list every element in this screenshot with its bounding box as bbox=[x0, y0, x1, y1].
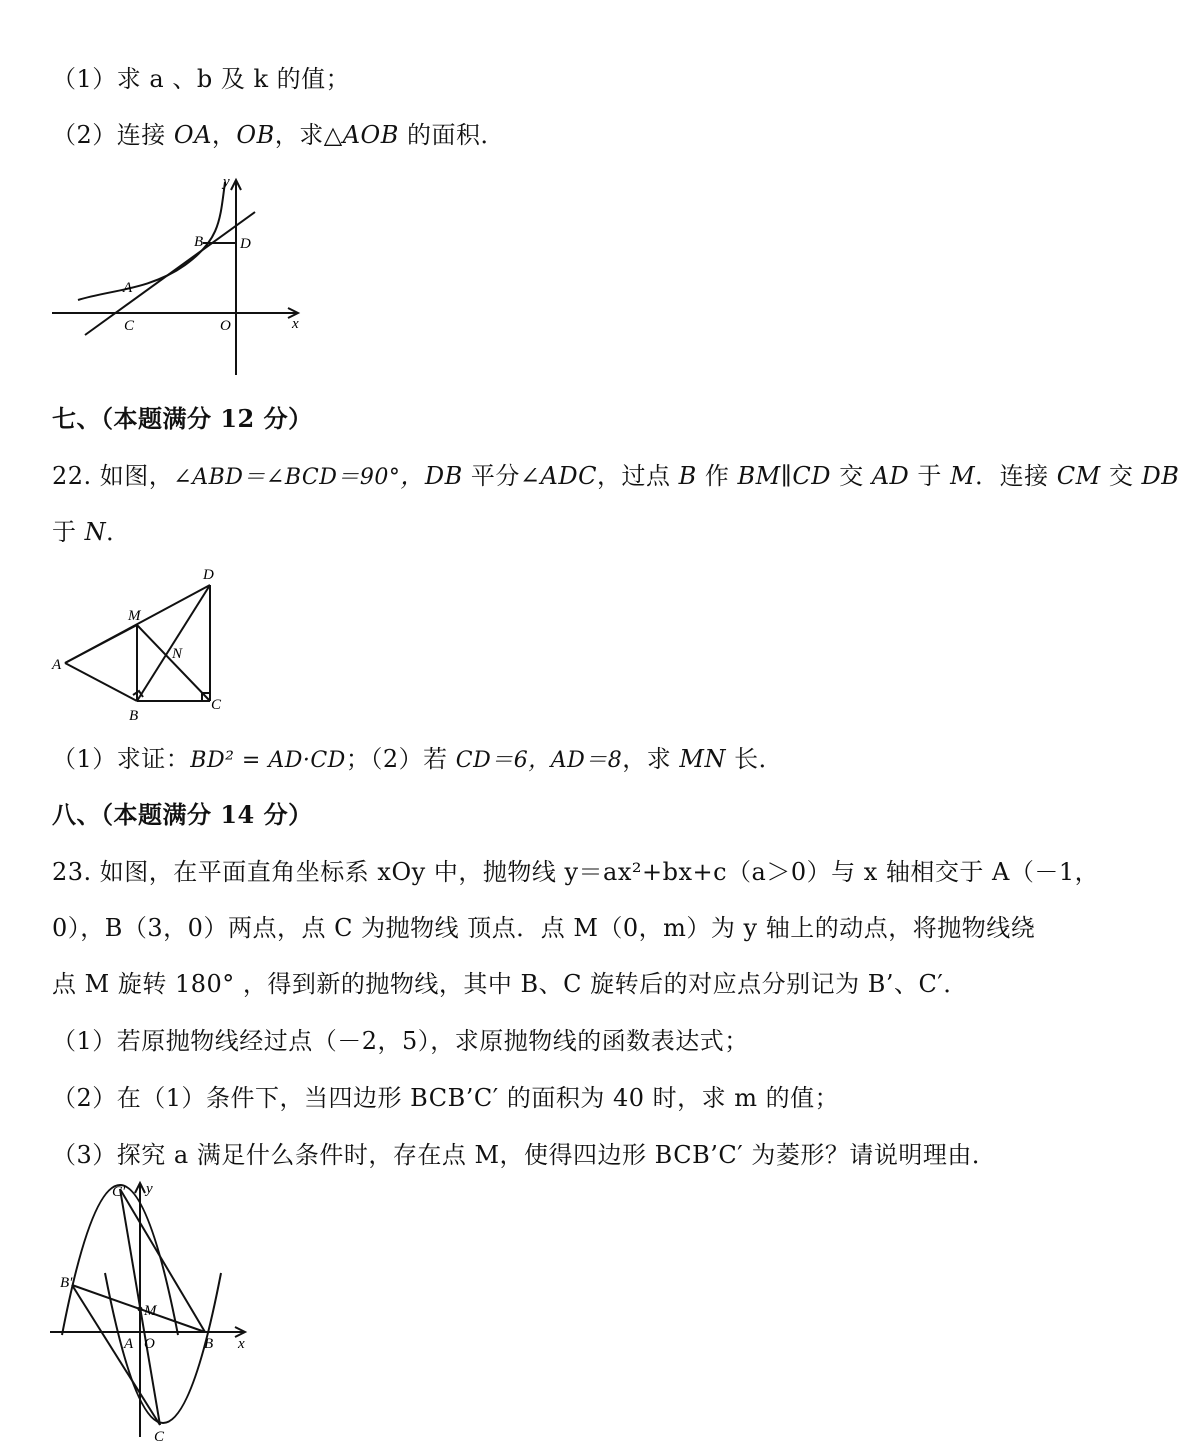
q22-m: M bbox=[950, 462, 976, 490]
q22-figure bbox=[45, 563, 245, 728]
q22-at: 于 bbox=[909, 462, 951, 490]
q23-label-c: C bbox=[154, 1429, 165, 1445]
q22-question-mid: ；（2）若 bbox=[345, 745, 456, 773]
q21-part2-prefix: （2）连接 bbox=[52, 121, 174, 149]
q21-label-o: O bbox=[220, 318, 231, 334]
q23-label-x: x bbox=[238, 1336, 245, 1352]
q22-cm: CM bbox=[1056, 462, 1101, 490]
q21-sep: ， bbox=[211, 121, 237, 149]
q21-label-a: A bbox=[123, 280, 133, 296]
q22-bm: BM bbox=[737, 462, 781, 490]
q21-label-y: y bbox=[223, 174, 230, 190]
q22-cd-ad: CD＝6，AD＝8 bbox=[455, 748, 623, 773]
section7-heading: 七、（本题满分 12 分） bbox=[52, 404, 313, 433]
q23-label-cprime: C′ bbox=[112, 1184, 126, 1200]
q22-b: B bbox=[678, 462, 697, 490]
q23-figure bbox=[40, 1175, 260, 1445]
q23-part3: （3）探究 a 满足什么条件时，存在点 M，使得四边形 BCB’C′ 为菱形？请说明理由． bbox=[52, 1141, 997, 1169]
q21-label-x: x bbox=[292, 316, 299, 332]
q23-line3: 点 M 旋转 180° ，得到新的抛物线，其中 B、C 旋转后的对应点分别记为 B’、C′． bbox=[52, 970, 968, 998]
q23-parabola-rotated bbox=[62, 1185, 178, 1335]
q22-ad: AD bbox=[871, 462, 910, 490]
q23-label-a: A bbox=[124, 1336, 134, 1352]
q21-part2 bbox=[52, 120, 505, 150]
q21-oa: OA bbox=[173, 121, 212, 149]
q21-aob: AOB bbox=[342, 121, 399, 149]
q22-db: ，DB bbox=[400, 462, 463, 490]
q22-meet2: 交 bbox=[1100, 462, 1142, 490]
q22-bisect: 平分∠ bbox=[462, 462, 541, 490]
q21-ob: OB bbox=[236, 121, 275, 149]
q22-question-ask: ，求 bbox=[622, 745, 680, 773]
q22-seg-am bbox=[65, 625, 137, 663]
q22-line1 bbox=[52, 461, 1179, 493]
q23-part2: （2）在（1）条件下，当四边形 BCB’C′ 的面积为 40 时，求 m 的值； bbox=[52, 1084, 840, 1112]
q22-prefix: 22. 如图， bbox=[52, 462, 174, 490]
q22-via: ，过点 bbox=[596, 462, 679, 490]
q22-label-d: D bbox=[203, 567, 214, 583]
q21-suffix: 的面积． bbox=[398, 121, 505, 149]
q21-label-d: D bbox=[240, 236, 251, 252]
q21-label-c: C bbox=[124, 318, 135, 334]
section8-heading: 八、（本题满分 14 分） bbox=[52, 800, 313, 829]
q22-mn: MN bbox=[679, 745, 726, 773]
q22-line2 bbox=[52, 517, 131, 547]
q22-question-end: 长． bbox=[725, 745, 784, 773]
q22-meet: 交 bbox=[830, 462, 872, 490]
q22-seg-bd bbox=[137, 585, 210, 701]
q22-adc: ADC bbox=[540, 462, 597, 490]
q22-label-n: N bbox=[172, 646, 183, 662]
q23-line2: 0），B（3，0）两点，点 C 为抛物线 顶点．点 M（0，m）为 y 轴上的动点，将抛物线绕 bbox=[52, 914, 1036, 942]
q22-label-b: B bbox=[129, 708, 139, 724]
q22-n: N bbox=[84, 518, 107, 546]
q22-formula: BD² = AD·CD bbox=[190, 748, 346, 773]
q22-seg-ab bbox=[65, 663, 137, 701]
q21-label-b: B bbox=[194, 234, 204, 250]
q21-mid: ，求△ bbox=[274, 121, 343, 149]
q22-cd: CD bbox=[792, 462, 831, 490]
q23-label-bprime: B′ bbox=[60, 1275, 73, 1291]
q22-angle: ∠ABD＝∠BCD＝90° bbox=[173, 465, 401, 490]
q22-label-a: A bbox=[52, 657, 62, 673]
q22-label-m: M bbox=[128, 608, 141, 624]
q22-label-c: C bbox=[211, 697, 222, 713]
q22-par: ∥ bbox=[780, 462, 793, 490]
q23-part1: （1）若原抛物线经过点（－2，5），求原抛物线的函数表达式； bbox=[52, 1027, 749, 1055]
q22-line2-prefix: 于 bbox=[52, 518, 85, 546]
q23-point-m bbox=[138, 1307, 143, 1312]
q23-label-b: B bbox=[204, 1336, 214, 1352]
q21-part1: （1）求 a 、b 及 k 的值； bbox=[52, 65, 351, 93]
q23-label-y: y bbox=[146, 1181, 153, 1197]
q23-line1: 23. 如图，在平面直角坐标系 xOy 中，抛物线 y＝ax²+bx+c（a＞0）与 x 轴相交于 A（－1， bbox=[52, 858, 1100, 886]
q22-seg-cm bbox=[137, 625, 210, 701]
q22-make: 作 bbox=[696, 462, 738, 490]
q22-line2-end: ． bbox=[106, 518, 131, 546]
q23-label-m: M bbox=[144, 1303, 157, 1319]
q22-question-prefix: （1）求证： bbox=[52, 745, 191, 773]
q21-figure bbox=[40, 170, 320, 385]
q22-question bbox=[52, 744, 783, 776]
q22-connect: ．连接 bbox=[975, 462, 1057, 490]
q22-db2: DB bbox=[1141, 462, 1179, 490]
q23-label-o: O bbox=[144, 1336, 155, 1352]
